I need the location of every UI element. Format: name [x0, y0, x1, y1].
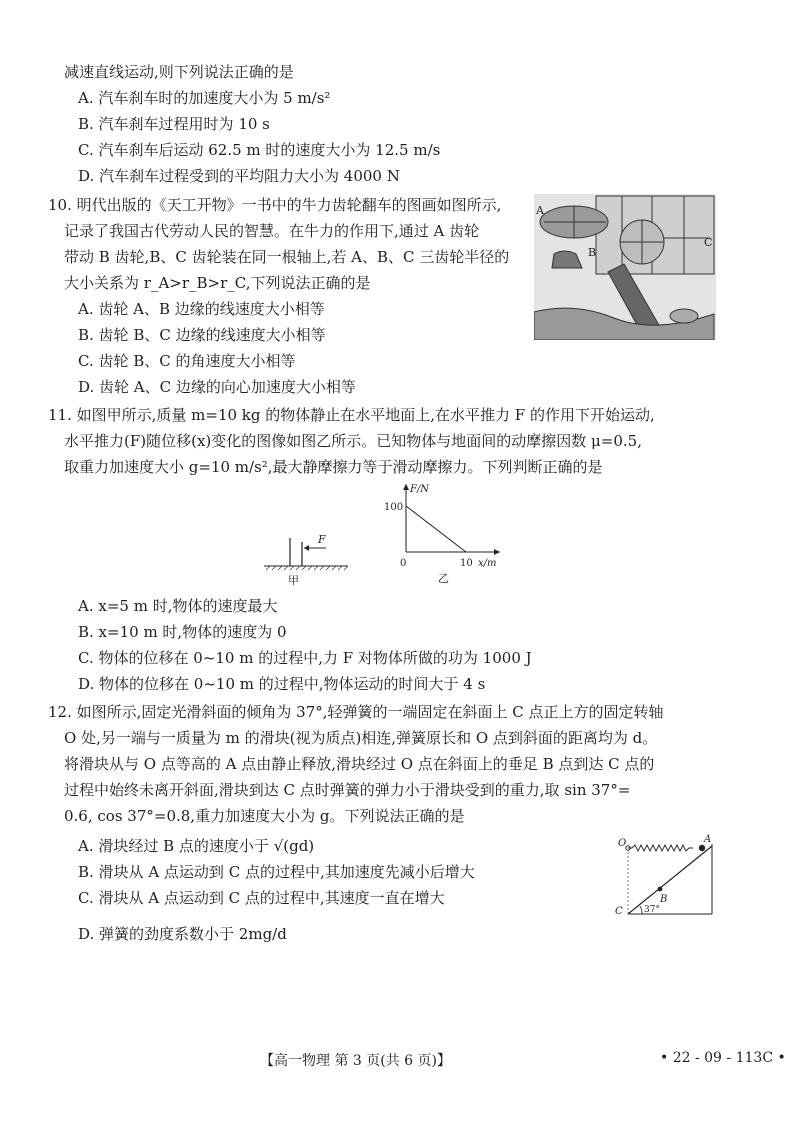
q10-option-b: B. 齿轮 B、C 边缘的线速度大小相等 — [78, 326, 326, 344]
q11-option-c: C. 物体的位移在 0~10 m 的过程中,力 F 对物体所做的功为 1000 J — [78, 649, 532, 667]
q10-line-2: 记录了我国古代劳动人民的智慧。在牛力的作用下,通过 A 齿轮 — [64, 222, 480, 240]
q11-line-3: 取重力加速度大小 g=10 m/s²,最大静摩擦力等于滑动摩擦力。下列判断正确的是 — [64, 458, 603, 476]
q9-option-a: A. 汽车刹车时的加速度大小为 5 m/s² — [78, 89, 331, 107]
q12-option-d: D. 弹簧的劲度系数小于 2mg/d — [78, 925, 287, 943]
chart-x-tick-10: 10 — [460, 558, 473, 569]
q11-fig-yi — [382, 478, 510, 586]
fig12-label-o: O — [618, 838, 627, 849]
point-b-dot — [658, 887, 663, 892]
chart-y-tick-100: 100 — [384, 502, 404, 513]
q10-option-d: D. 齿轮 A、C 边缘的向心加速度大小相等 — [78, 378, 356, 396]
chart-series-line — [406, 506, 466, 552]
fig12-label-b: B — [660, 894, 668, 905]
fig-jia-force-label: F — [318, 533, 326, 546]
fig10-label-c: C — [704, 236, 713, 249]
q11-option-a: A. x=5 m 时,物体的速度最大 — [78, 597, 278, 615]
q10-option-c: C. 齿轮 B、C 的角速度大小相等 — [78, 352, 296, 370]
q12-option-b: B. 滑块从 A 点运动到 C 点的过程中,其加速度先减小后增大 — [78, 863, 475, 881]
q9-option-c: C. 汽车刹车后运动 62.5 m 时的速度大小为 12.5 m/s — [78, 141, 441, 159]
fig10-label-a: A — [536, 204, 544, 217]
fig12-angle-label: 37° — [644, 905, 660, 915]
q12-line-5: 0.6, cos 37°=0.8,重力加速度大小为 g。下列说法正确的是 — [64, 807, 465, 825]
q11-line-2: 水平推力(F)随位移(x)变化的图像如图乙所示。已知物体与地面间的动摩擦因数 μ=0.5, — [64, 432, 642, 450]
q10-line-4: 大小关系为 r_A>r_B>r_C,下列说法正确的是 — [64, 274, 371, 292]
q12-option-a: A. 滑块经过 B 点的速度小于 √(gd) — [78, 837, 315, 855]
q11-line-1: 11. 如图甲所示,质量 m=10 kg 的物体静止在水平地面上,在水平推力 F 的作用下开始运动, — [48, 406, 655, 424]
intro-line: 减速直线运动,则下列说法正确的是 — [64, 63, 294, 81]
q12-line-1: 12. 如图所示,固定光滑斜面的倾角为 37°,轻弹簧的一端固定在斜面上 C 点正上方的固定转轴 — [48, 703, 664, 721]
fig-yi-caption: 乙 — [438, 572, 449, 585]
spring — [628, 845, 693, 851]
q10-line-1: 10. 明代出版的《天工开物》一书中的牛力齿轮翻车的图画如图所示, — [48, 196, 502, 214]
chart-origin-label: 0 — [400, 558, 407, 569]
chart-y-label: F/N — [410, 484, 430, 495]
q10-line-3: 带动 B 齿轮,B、C 齿轮装在同一根轴上,若 A、B、C 三齿轮半径的 — [64, 248, 510, 266]
q12-incline-figure — [612, 834, 720, 918]
q12-option-c: C. 滑块从 A 点运动到 C 点的过程中,其速度一直在增大 — [78, 889, 445, 907]
q11-fig-jia — [262, 530, 352, 586]
q9-option-b: B. 汽车刹车过程用时为 10 s — [78, 115, 270, 133]
q9-option-d: D. 汽车刹车过程受到的平均阻力大小为 4000 N — [78, 167, 400, 185]
chart-x-label: x/m — [478, 558, 497, 569]
incline-surface — [628, 846, 712, 914]
chart-x-axis-arrow — [494, 549, 500, 555]
q12-line-3: 将滑块从与 O 点等高的 A 点由静止释放,滑块经过 O 点在斜面上的垂足 B 点到达 C 点的 — [64, 755, 655, 773]
fig12-label-a: A — [704, 834, 712, 845]
q10-waterwheel-figure — [534, 194, 716, 340]
fig12-label-c: C — [615, 906, 623, 917]
fig-jia-caption: 甲 — [288, 574, 299, 586]
chart-y-axis-arrow — [403, 484, 409, 490]
angle-arc — [640, 906, 642, 914]
footer-code: • 22 - 09 - 113C • — [660, 1050, 786, 1066]
q11-option-d: D. 物体的位移在 0~10 m 的过程中,物体运动的时间大于 4 s — [78, 675, 486, 693]
footer-page-info: 【高一物理 第 3 页(共 6 页)】 — [260, 1053, 451, 1069]
q11-option-b: B. x=10 m 时,物体的速度为 0 — [78, 623, 287, 641]
q12-line-4: 过程中始终未离开斜面,滑块到达 C 点时弹簧的弹力小于滑块受到的重力,取 sin 37°= — [64, 781, 631, 799]
q12-line-2: O 处,另一端与一质量为 m 的滑块(视为质点)相连,弹簧原长和 O 点到斜面的距离均为 d。 — [64, 729, 658, 747]
fig10-label-b: B — [588, 246, 597, 259]
q10-option-a: A. 齿轮 A、B 边缘的线速度大小相等 — [78, 300, 325, 318]
slider-block — [699, 845, 705, 851]
